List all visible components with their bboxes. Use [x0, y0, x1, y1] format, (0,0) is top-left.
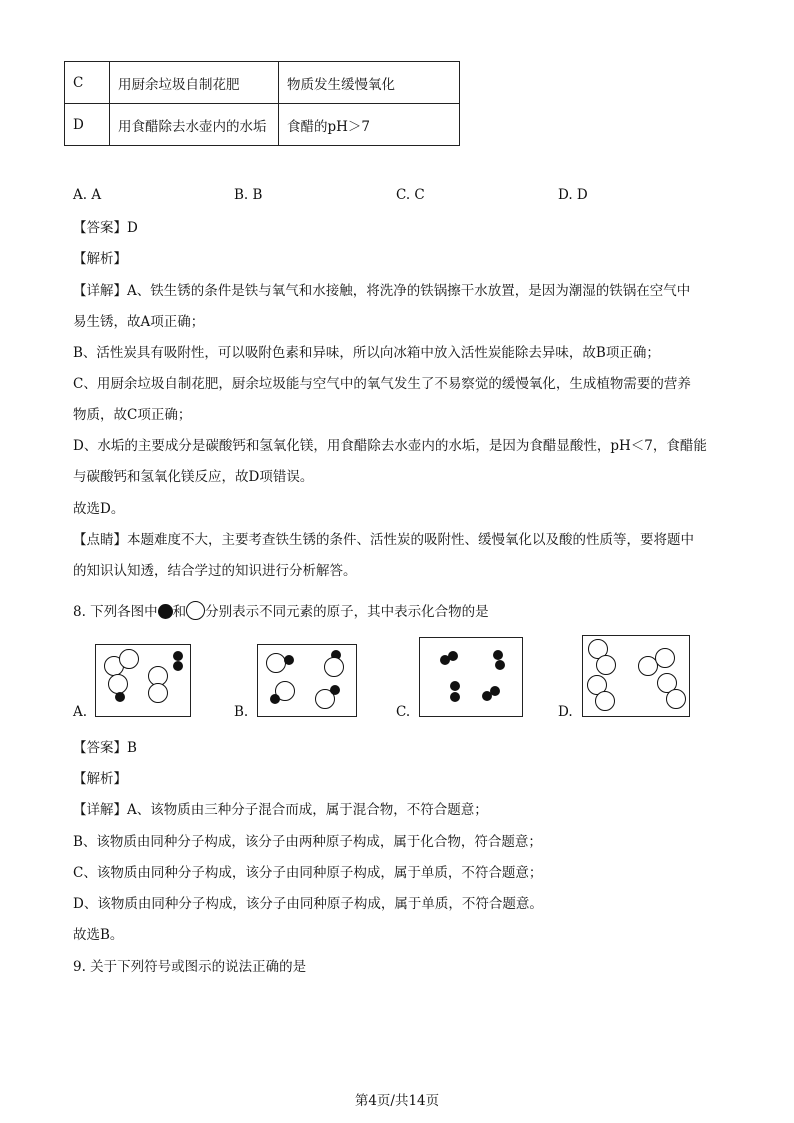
table-cell-reason: 食醋的pH＞7 — [279, 104, 460, 146]
q7-detail-line: C、用厨余垃圾自制花肥，厨余垃圾能与空气中的氧气发生了不易察觉的缓慢氧化，生成植物需要的营养 — [73, 376, 691, 392]
black-atom — [173, 661, 183, 671]
q7-detail-line: D、水垢的主要成分是碳酸钙和氢氧化镁，用食醋除去水壶内的水垢，是因为食醋显酸性，pH＜7，食醋能 — [73, 438, 707, 454]
q8-option-b-label: B. — [234, 704, 249, 720]
table-cell-option: C — [65, 62, 110, 104]
comment-label: 【点睛】 — [73, 532, 127, 548]
detail-label: 【详解】 — [73, 802, 127, 818]
white-atom — [596, 655, 616, 675]
detail-text: A、该物质由三种分子混合而成，属于混合物，不符合题意； — [127, 802, 488, 818]
options-table — [64, 61, 460, 146]
white-atom — [595, 691, 615, 711]
q8-stem-suffix: 分别表示不同元素的原子，其中表示化合物的是 — [205, 604, 489, 620]
black-atom — [450, 681, 460, 691]
table-cell-action: 用食醋除去水壶内的水垢 — [110, 104, 279, 146]
white-atom — [119, 649, 139, 669]
white-atom — [108, 674, 128, 694]
black-atom — [270, 694, 280, 704]
q8-option-d-label: D. — [558, 704, 573, 720]
q8-stem-prefix: 8. 下列各图中 — [73, 604, 158, 620]
q7-detail-line: B、活性炭具有吸附性，可以吸附色素和异味，所以向冰箱中放入活性炭能除去异味，故B项正确； — [73, 345, 660, 361]
q7-detail-line: 物质，故C项正确； — [73, 407, 192, 423]
q7-detail-line: 与碳酸钙和氢氧化镁反应，故D项错误。 — [73, 469, 314, 485]
q8-diagram-d — [582, 635, 690, 717]
q8-answer — [73, 736, 137, 756]
black-atom — [330, 685, 340, 695]
answer-label: 【答案】 — [73, 220, 127, 236]
white-atom — [324, 657, 344, 677]
q7-detail-line — [73, 279, 690, 299]
q7-comment-line — [73, 528, 694, 548]
black-atom — [450, 692, 460, 702]
black-atom-icon — [158, 604, 173, 619]
answer-label: 【答案】 — [73, 740, 127, 756]
table-cell-reason: 物质发生缓慢氧化 — [279, 62, 460, 104]
q7-answer — [73, 216, 138, 236]
white-atom-icon — [186, 601, 205, 620]
black-atom — [495, 660, 505, 670]
q7-detail-line: 易生锈，故A项正确； — [73, 314, 205, 330]
q7-detail-line: 故选D。 — [73, 501, 125, 517]
white-atom — [666, 689, 686, 709]
q7-comment-line: 的知识认知透，结合学过的知识进行分析解答。 — [73, 563, 357, 579]
q8-stem-mid: 和 — [172, 604, 187, 620]
q8-analysis-label: 【解析】 — [73, 771, 127, 787]
black-atom — [115, 692, 125, 702]
q8-option-c-label: C. — [396, 704, 411, 720]
table-row — [65, 104, 460, 146]
black-atom — [493, 650, 503, 660]
table-cell-option: D — [65, 104, 110, 146]
comment-text: 本题难度不大，主要考查铁生锈的条件、活性炭的吸附性、缓慢氧化以及酸的性质等，要将题中 — [127, 532, 694, 548]
q8-detail-line: C、该物质由同种分子构成，该分子由同种原子构成，属于单质，不符合题意； — [73, 865, 543, 881]
white-atom — [655, 648, 675, 668]
q9-stem: 9. 关于下列符号或图示的说法正确的是 — [73, 959, 307, 975]
page-number: 第4页/共14页 — [354, 1093, 440, 1109]
q7-analysis-label: 【解析】 — [73, 251, 127, 267]
q8-detail-line — [73, 798, 488, 818]
black-atom — [448, 651, 458, 661]
q8-detail-line: D、该物质由同种分子构成，该分子由同种原子构成，属于单质，不符合题意。 — [73, 896, 543, 912]
detail-label: 【详解】 — [73, 283, 127, 299]
answer-value: B — [127, 740, 137, 756]
choice-b: B. B — [234, 187, 263, 203]
table-row — [65, 62, 460, 104]
white-atom — [266, 653, 286, 673]
white-atom — [148, 683, 168, 703]
choice-d: D. D — [558, 187, 588, 203]
q8-detail-line: B、该物质由同种分子构成，该分子由两种原子构成，属于化合物，符合题意； — [73, 834, 542, 850]
q8-option-a-label: A. — [73, 704, 88, 720]
black-atom — [284, 655, 294, 665]
q8-detail-line: 故选B。 — [73, 927, 124, 943]
black-atom — [490, 686, 500, 696]
detail-text: A、铁生锈的条件是铁与氧气和水接触，将洗净的铁锅擦干水放置，是因为潮湿的铁锅在空气中 — [127, 283, 691, 299]
q8-diagram-b — [257, 644, 357, 717]
choice-a: A. A — [73, 187, 102, 203]
black-atom — [173, 651, 183, 661]
choice-c: C. C — [396, 187, 425, 203]
q8-diagram-a — [95, 644, 191, 717]
answer-value: D — [127, 220, 138, 236]
q8-stem — [73, 600, 489, 620]
table-cell-action: 用厨余垃圾自制花肥 — [110, 62, 279, 104]
q8-diagram-c — [419, 637, 523, 717]
